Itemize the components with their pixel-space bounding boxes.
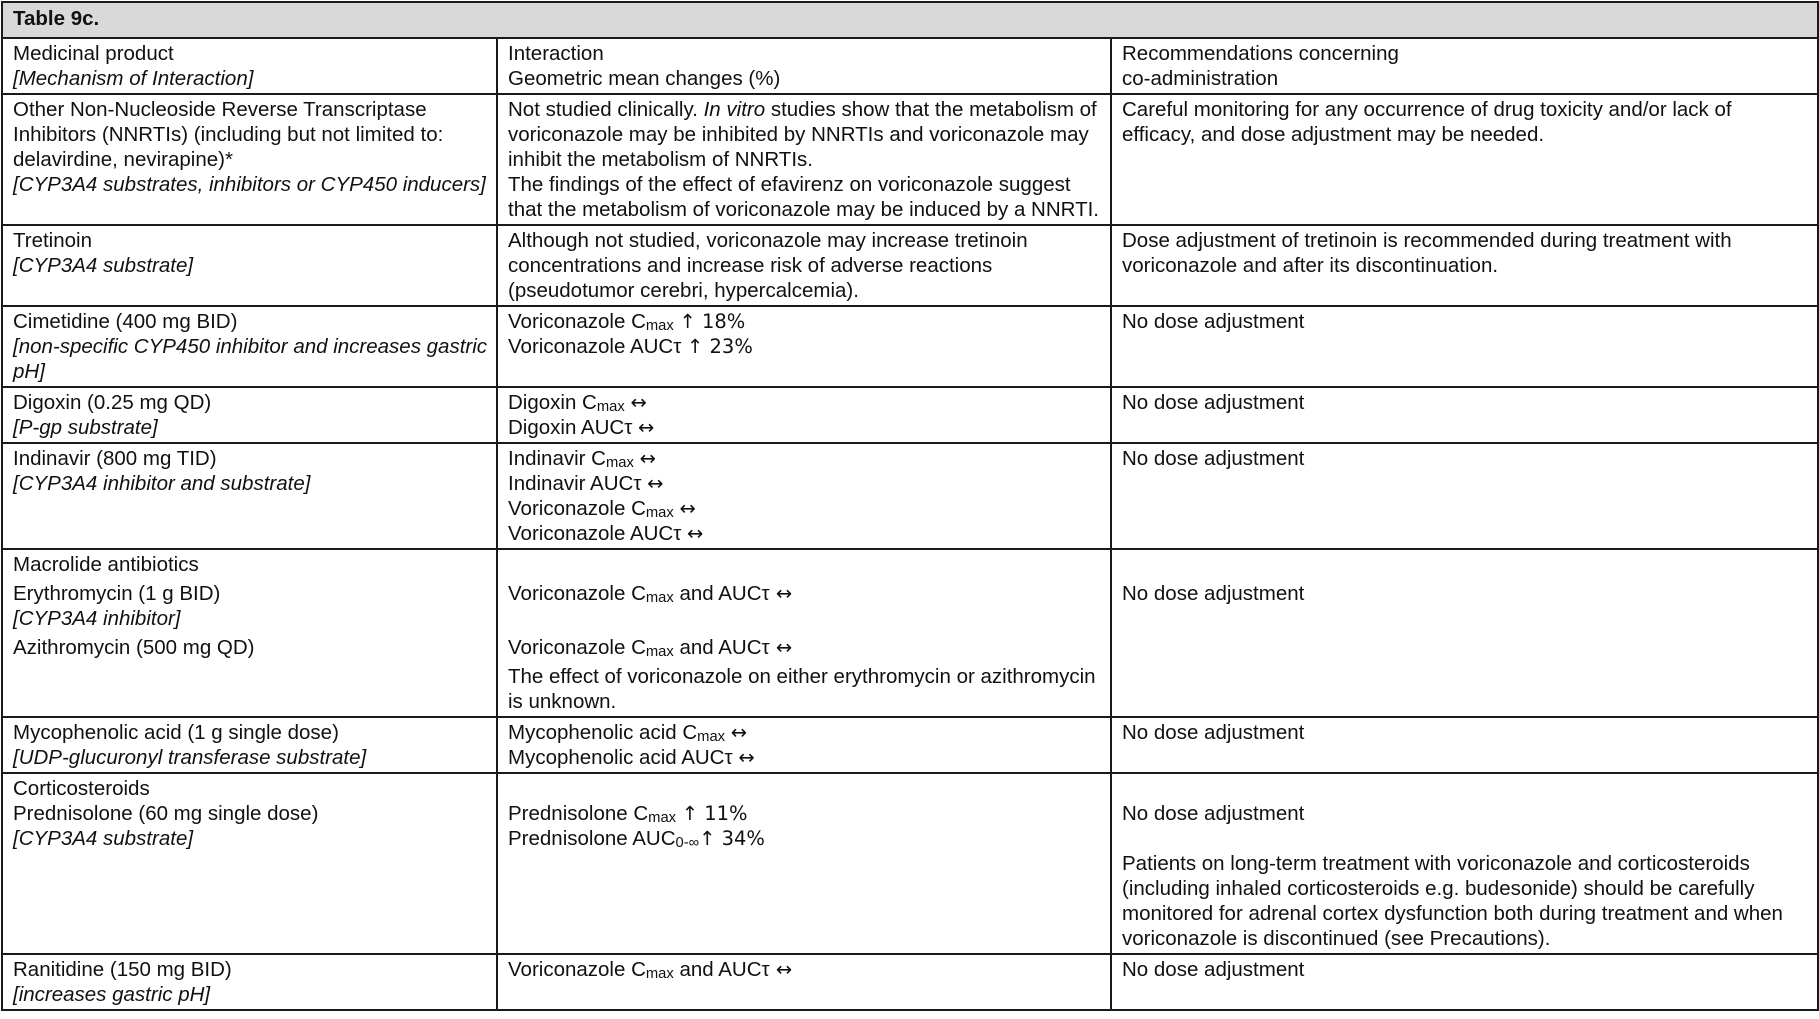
interaction-param: τ xyxy=(761,582,770,605)
interaction-cell xyxy=(497,773,1111,954)
table-title: Table 9c. xyxy=(2,2,1818,38)
interaction-sub: max xyxy=(697,728,726,745)
interaction-sub: max xyxy=(645,643,674,660)
interaction-drug: Voriconazole C xyxy=(508,497,646,520)
table-row xyxy=(2,443,1818,549)
header-col3-line1: Recommendations concerning xyxy=(1122,42,1399,65)
interaction-change: ↔ xyxy=(638,416,655,439)
table-row xyxy=(2,954,1818,1010)
product-cell xyxy=(2,225,497,306)
interaction-drug: Prednisolone AUC xyxy=(508,827,676,850)
interaction-line xyxy=(508,826,1102,851)
table-row xyxy=(2,387,1818,443)
interaction-line xyxy=(508,635,1102,660)
product-mechanism: [increases gastric pH] xyxy=(13,983,211,1006)
header-col2-line2: Geometric mean changes (%) xyxy=(508,67,781,90)
product-name: Erythromycin (1 g BID) xyxy=(13,582,221,605)
product-mechanism: [CYP3A4 inhibitor] xyxy=(13,607,181,630)
recommendation-text: No dose adjustment xyxy=(1122,310,1305,333)
interaction-change: ↔ xyxy=(679,497,696,520)
product-name-2: Azithromycin (500 mg QD) xyxy=(13,636,255,659)
interaction-cell xyxy=(497,387,1111,443)
recommendation-text: No dose adjustment xyxy=(1122,582,1305,605)
recommendation-cell xyxy=(1111,717,1818,773)
product-mechanism: [CYP3A4 inhibitor and substrate] xyxy=(13,472,311,495)
interaction-line xyxy=(508,390,1102,415)
recommendation-text: No dose adjustment xyxy=(1122,391,1305,414)
interaction-drug: Indinavir AUC xyxy=(508,472,634,495)
interaction-text-italic: In vitro xyxy=(703,98,766,121)
interaction-change: ↑ 34% xyxy=(699,827,765,850)
recommendation-text-2: Patients on long-term treatment with voriconazole and corticosteroids (including inhaled corticosteroids e.g. budesonide) should be carefully monitored for adrenal cortex dysfunction both during treatment and when voriconazole is discontinued (see Precautions). xyxy=(1122,852,1783,950)
interaction-sub: max xyxy=(596,398,625,415)
interaction-line xyxy=(508,957,1102,982)
interaction-sub: max xyxy=(645,504,674,521)
table-row xyxy=(2,94,1818,225)
product-group: Macrolide antibiotics xyxy=(13,553,199,576)
header-interaction xyxy=(497,38,1111,94)
product-cell xyxy=(2,306,497,387)
product-mechanism: [P-gp substrate] xyxy=(13,416,158,439)
interaction-param: τ xyxy=(673,522,682,545)
recommendation-cell xyxy=(1111,443,1818,549)
interaction-line xyxy=(508,801,1102,826)
table-row xyxy=(2,717,1818,773)
header-col3-line2: co-administration xyxy=(1122,67,1279,90)
interaction-change: ↑ 11% xyxy=(681,802,748,825)
table-title-row xyxy=(2,2,1818,38)
interaction-cell xyxy=(497,549,1111,717)
product-cell xyxy=(2,94,497,225)
recommendation-text: Dose adjustment of tretinoin is recommended during treatment with voriconazole and after its discontinuation. xyxy=(1122,229,1732,277)
table-row xyxy=(2,773,1818,954)
product-name: Other Non-Nucleoside Reverse Transcriptase Inhibitors (NNRTIs) (including but not limited to: delavirdine, nevirapine)* xyxy=(13,98,444,171)
interaction-text-c: The findings of the effect of efavirenz on voriconazole suggest that the metabolism of voriconazole may be induced by a NNRTI. xyxy=(508,173,1099,221)
product-name: Mycophenolic acid (1 g single dose) xyxy=(13,721,339,744)
product-name: Ranitidine (150 mg BID) xyxy=(13,958,232,981)
header-col1-line2: [Mechanism of Interaction] xyxy=(13,67,254,90)
recommendation-text: No dose adjustment xyxy=(1122,802,1305,825)
interaction-change: ↔ xyxy=(769,636,793,659)
interaction-drug: Voriconazole C xyxy=(508,958,646,981)
interaction-mid: and AUC xyxy=(673,636,762,659)
interaction-cell xyxy=(497,306,1111,387)
interaction-drug: Voriconazole C xyxy=(508,636,646,659)
interaction-drug: Mycophenolic acid C xyxy=(508,721,698,744)
interaction-line xyxy=(508,745,1102,770)
interaction-param: τ xyxy=(761,958,770,981)
interaction-drug: Mycophenolic acid AUC xyxy=(508,746,725,769)
product-name: Prednisolone (60 mg single dose) xyxy=(13,802,319,825)
interaction-line xyxy=(508,496,1102,521)
header-recommendations xyxy=(1111,38,1818,94)
interaction-change: ↔ xyxy=(639,447,656,470)
interaction-line xyxy=(508,521,1102,546)
table-row xyxy=(2,549,1818,717)
interaction-cell xyxy=(497,717,1111,773)
product-cell xyxy=(2,443,497,549)
interaction-line xyxy=(508,471,1102,496)
interaction-change: ↔ xyxy=(730,721,748,744)
table-row xyxy=(2,225,1818,306)
interaction-sub: 0-∞ xyxy=(675,834,700,851)
interaction-line xyxy=(508,415,1102,440)
header-medicinal-product xyxy=(2,38,497,94)
interaction-drug: Digoxin C xyxy=(508,391,597,414)
recommendation-text: No dose adjustment xyxy=(1122,447,1305,470)
interaction-param: τ xyxy=(624,416,633,439)
interaction-param: τ xyxy=(724,746,733,769)
interaction-line xyxy=(508,581,1102,606)
recommendation-text: Careful monitoring for any occurrence of drug toxicity and/or lack of efficacy, and dose adjustment may be needed. xyxy=(1122,98,1732,146)
interaction-sub: max xyxy=(606,454,634,471)
interaction-table xyxy=(1,1,1819,1011)
interaction-text-b: studies show that the metabolism of voriconazole may be inhibited by NNRTIs and voriconazole may inhibit the metabolism of NNRTIs. xyxy=(508,98,1097,171)
product-mechanism: [CYP3A4 substrates, inhibitors or CYP450 inducers] xyxy=(13,173,486,196)
interaction-sub: max xyxy=(645,965,674,982)
interaction-param: τ xyxy=(673,335,682,358)
interaction-note: The effect of voriconazole on either erythromycin or azithromycin is unknown. xyxy=(508,665,1096,713)
interaction-line xyxy=(508,720,1102,745)
interaction-drug: Voriconazole C xyxy=(508,310,646,333)
recommendation-cell xyxy=(1111,387,1818,443)
interaction-text xyxy=(508,97,1102,172)
interaction-text: Although not studied, voriconazole may increase tretinoin concentrations and increase risk of adverse reactions (pseudotumor cerebri, hypercalcemia). xyxy=(508,229,1028,302)
interaction-line xyxy=(508,446,1102,471)
interaction-sub: max xyxy=(645,317,674,334)
interaction-cell xyxy=(497,94,1111,225)
header-col2-line1: Interaction xyxy=(508,42,604,65)
product-name: Indinavir (800 mg TID) xyxy=(13,447,217,470)
product-mechanism: [CYP3A4 substrate] xyxy=(13,254,194,277)
interaction-param: τ xyxy=(633,472,642,495)
interaction-change: ↔ xyxy=(630,391,647,414)
product-mechanism: [non-specific CYP450 inhibitor and increases gastric pH] xyxy=(13,335,488,383)
interaction-line xyxy=(508,309,1102,334)
recommendation-text: No dose adjustment xyxy=(1122,958,1305,981)
interaction-change: ↑ 23% xyxy=(687,335,753,358)
recommendation-cell xyxy=(1111,225,1818,306)
product-name: Digoxin (0.25 mg QD) xyxy=(13,391,212,414)
product-mechanism: [CYP3A4 substrate] xyxy=(13,827,194,850)
interaction-text-a: Not studied clinically. xyxy=(508,98,704,121)
table-row xyxy=(2,306,1818,387)
interaction-mid: and AUC xyxy=(673,582,762,605)
interaction-cell xyxy=(497,954,1111,1010)
recommendation-text: No dose adjustment xyxy=(1122,721,1305,744)
interaction-drug: Digoxin AUC xyxy=(508,416,625,439)
interaction-mid: and AUC xyxy=(673,958,762,981)
interaction-change: ↔ xyxy=(687,522,704,545)
header-col1-line1: Medicinal product xyxy=(13,42,174,65)
product-group: Corticosteroids xyxy=(13,777,150,800)
interaction-change: ↔ xyxy=(769,582,793,605)
recommendation-cell xyxy=(1111,306,1818,387)
table-header-row xyxy=(2,38,1818,94)
interaction-drug: Prednisolone C xyxy=(508,802,649,825)
product-mechanism: [UDP-glucuronyl transferase substrate] xyxy=(13,746,367,769)
recommendation-cell xyxy=(1111,954,1818,1010)
interaction-change: ↔ xyxy=(647,472,664,495)
interaction-sub: max xyxy=(645,589,674,606)
product-cell xyxy=(2,954,497,1010)
interaction-drug: Voriconazole AUC xyxy=(508,522,674,545)
interaction-change: ↑ 18% xyxy=(679,310,746,333)
product-name: Tretinoin xyxy=(13,229,92,252)
interaction-cell xyxy=(497,443,1111,549)
interaction-line xyxy=(508,334,1102,359)
interaction-sub: max xyxy=(648,809,677,826)
interaction-change: ↔ xyxy=(769,958,793,981)
interaction-cell xyxy=(497,225,1111,306)
product-name: Cimetidine (400 mg BID) xyxy=(13,310,238,333)
product-cell xyxy=(2,549,497,717)
product-cell xyxy=(2,717,497,773)
recommendation-cell xyxy=(1111,773,1818,954)
product-cell xyxy=(2,773,497,954)
interaction-drug: Voriconazole C xyxy=(508,582,646,605)
product-cell xyxy=(2,387,497,443)
interaction-param: τ xyxy=(761,636,770,659)
recommendation-cell xyxy=(1111,94,1818,225)
interaction-drug: Voriconazole AUC xyxy=(508,335,674,358)
interaction-drug: Indinavir C xyxy=(508,447,606,470)
interaction-change: ↔ xyxy=(738,746,755,769)
recommendation-cell xyxy=(1111,549,1818,717)
